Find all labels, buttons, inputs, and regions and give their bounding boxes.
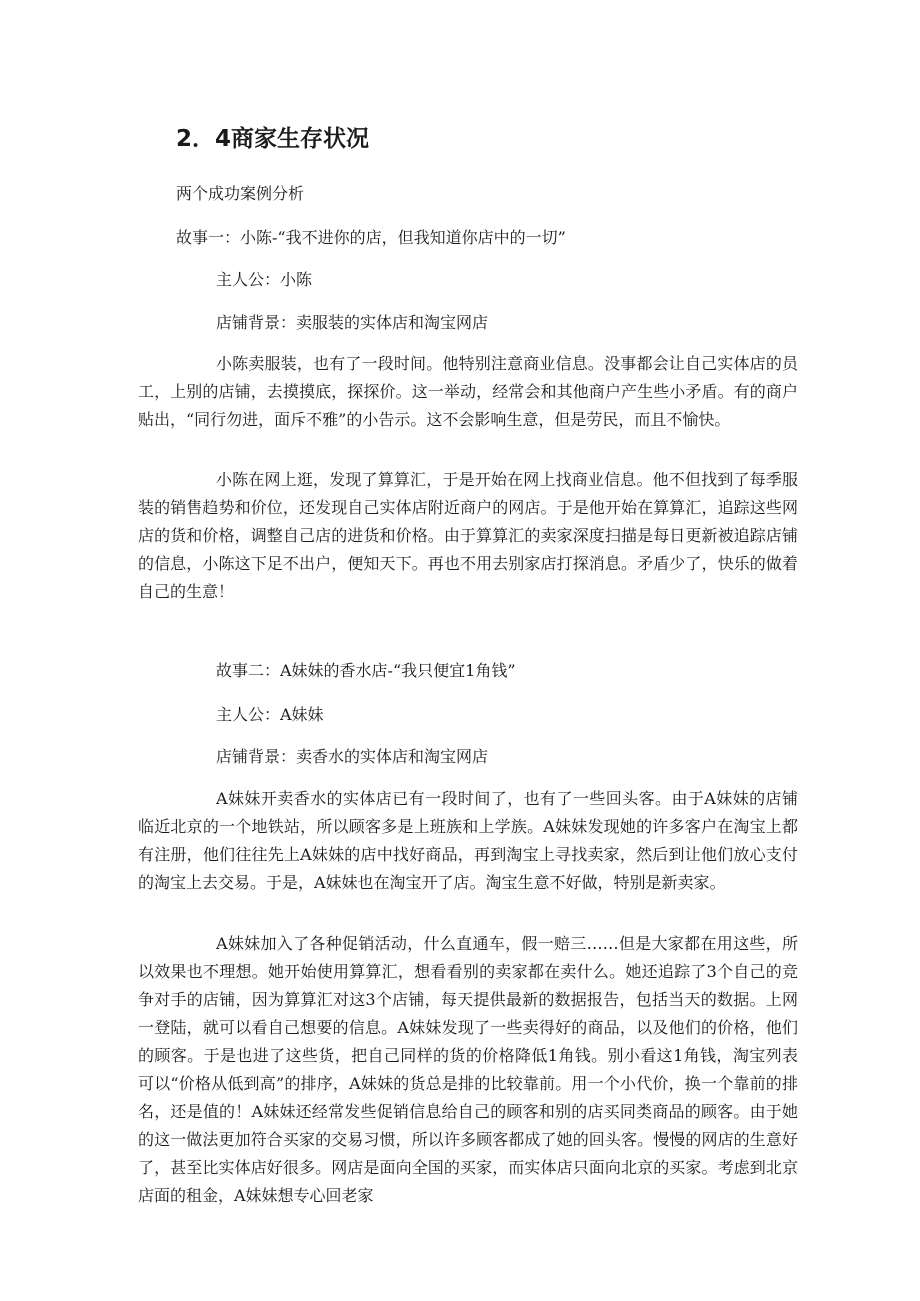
story2-protagonist: 主人公：A妹妹 [216, 705, 324, 724]
story2-title: 故事二：A妹妹的香水店-“我只便宜1角钱” [216, 661, 516, 680]
story1-protagonist: 主人公：小陈 [216, 270, 313, 289]
story1-paragraph-2: 小陈在网上逛，发现了算算汇，于是开始在网上找商业信息。他不但找到了每季服装的销售趋势和价位，还发现自己实体店附近商户的网店。于是他开始在算算汇，追踪这些网店的货和价格，调整自己店的进货和价格。由于算算汇的卖家深度扫描是每日更新被追踪店铺的信息，小陈这下足不出户，便知天下。再也不用去别家店打探消息。矛盾少了，快乐的做着自己的生意！ [138, 470, 798, 601]
story1-paragraph-1: 小陈卖服装，也有了一段时间。他特别注意商业信息。没事都会让自己实体店的员工，上别的店铺，去摸摸底，探探价。这一举动，经常会和其他商户产生些小矛盾。有的商户贴出，“同行勿进，面斥不雅”的小告示。这不会影响生意，但是劳民，而且不愉快。 [138, 354, 798, 429]
story1-title: 故事一：小陈-“我不进你的店，但我知道你店中的一切” [176, 228, 566, 247]
story2-paragraph-1: A妹妹开卖香水的实体店已有一段时间了，也有了一些回头客。由于A妹妹的店铺临近北京的一个地铁站，所以顾客多是上班族和上学族。A妹妹发现她的许多客户在淘宝上都有注册，他们往往先上A妹妹的店中找好商品，再到淘宝上寻找卖家，然后到让他们放心支付的淘宝上去交易。于是，A妹妹也在淘宝开了店。淘宝生意不好做，特别是新卖家。 [138, 789, 798, 892]
story2-paragraph-2: A妹妹加入了各种促销活动，什么直通车，假一赔三……但是大家都在用这些，所以效果也不理想。她开始使用算算汇，想看看别的卖家都在卖什么。她还追踪了3个自己的竞争对手的店铺，因为算算汇对这3个店铺，每天提供最新的数据报告，包括当天的数据。上网一登陆，就可以看自己想要的信息。A妹妹发现了一些卖得好的商品，以及他们的价格，他们的顾客。于是也进了这些货，把自己同样的货的价格降低1角钱。别小看这1角钱，淘宝列表可以“价格从低到高”的排序，A妹妹的货总是排的比较靠前。用一个小代价，换一个靠前的排名，还是值的！A妹妹还经常发些促销信息给自己的顾客和别的店买同类商品的顾客。由于她的这一做法更加符合买家的交易习惯，所以许多顾客都成了她的回头客。慢慢的网店的生意好了，甚至比实体店好很多。网店是面向全国的买家，而实体店只面向北京的买家。考虑到北京店面的租金，A妹妹想专心回老家 [138, 934, 798, 1205]
story1-background: 店铺背景：卖服装的实体店和淘宝网店 [216, 313, 489, 332]
section-heading: 2．4商家生存状况 [176, 126, 370, 152]
section-intro: 两个成功案例分析 [176, 184, 305, 203]
story2-background: 店铺背景：卖香水的实体店和淘宝网店 [216, 747, 489, 766]
